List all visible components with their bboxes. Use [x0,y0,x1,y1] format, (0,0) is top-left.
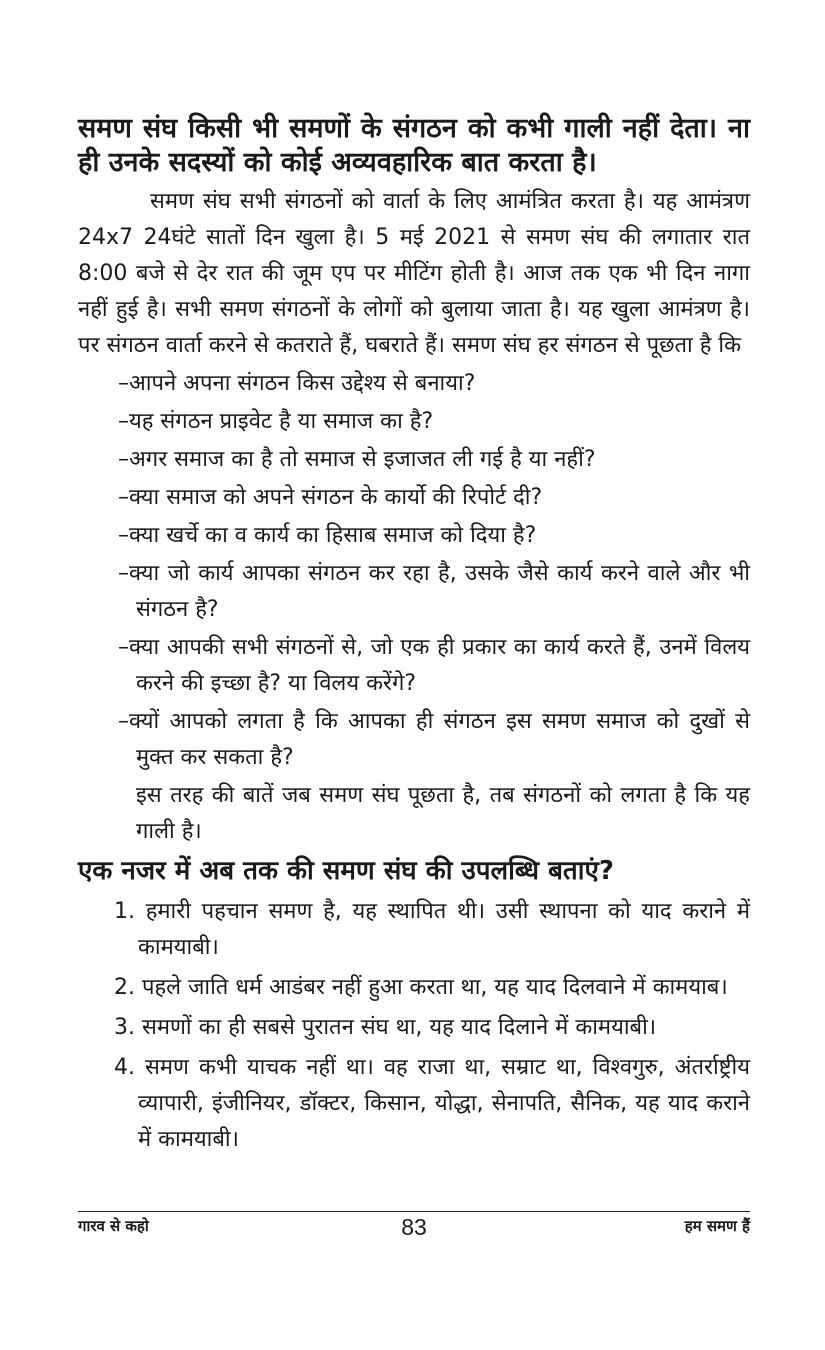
page-footer [78,1214,750,1244]
question-item: –क्या आपकी सभी संगठनों से, जो एक ही प्रकार का कार्य करते हैं, उनमें विलय करने की इच्छा है? या विलय करेंगे? [118,635,750,696]
question-item: –क्या जो कार्य आपका संगठन कर रहा है, उसके जैसे कार्य करने वाले और भी संगठन है? [118,561,750,622]
question-item: –अगर समाज का है तो समाज से इजाजत ली गई है या नहीं? [118,447,596,472]
achievement-item: 1. हमारी पहचान समण है, यह स्थापित थी। उसी स्थापना को याद कराने में कामयाबी। [114,899,750,960]
page-number: 83 [401,1214,427,1240]
question-item: –क्या खर्चे का व कार्य का हिसाब समाज को दिया है? [118,523,537,548]
question-list [78,366,750,776]
achievements-list [78,894,750,1158]
footer-book-title: गारव से कहो [78,1217,149,1235]
intro-paragraph: समण संघ सभी संगठनों को वार्ता के लिए आमंत्रित करता है। यह आमंत्रण 24x7 24घंटे सातों दिन खुला है। 5 मई 2021 से समण संघ की लगातार रात 8:00 बजे से देर रात की जूम एप पर मीटिंग होती है। आज तक एक भी दिन नागा नहीं हुई है। सभी समण संगठनों के लोगों को बुलाया जाता है। यह खुला आमंत्रण है। पर संगठन वार्ता करने से कतराते हैं, घबराते हैं। समण संघ हर संगठन से पूछता है कि [78,189,750,358]
question-item: –आपने अपना संगठन किस उद्देश्य से बनाया? [118,371,476,396]
section-heading: समण संघ किसी भी समणों के संगठन को कभी गाली नहीं देता। ना ही उनके सदस्यों को कोई अव्यवहारिक बात करता है। [78,113,750,178]
page-body [78,112,750,1162]
question-item: –क्या समाज को अपने संगठन के कार्यो की रिपोर्ट दी? [118,485,543,510]
footer-running-title: हम समण हैं [684,1217,750,1235]
achievements-heading: एक नजर में अब तक की समण संघ की उपलब्धि बताएं? [78,856,614,886]
closing-paragraph: इस तरह की बातें जब समण संघ पूछता है, तब संगठनों को लगता है कि यह गाली है। [136,783,750,844]
question-item: –यह संगठन प्राइवेट है या समाज का है? [118,409,434,434]
achievement-item: 3. समणों का ही सबसे पुरातन संघ था, यह याद दिलाने में कामयाबी। [114,1015,657,1040]
achievement-item: 4. समण कभी याचक नहीं था। वह राजा था, सम्राट था, विश्वगुरु, अंतर्राष्ट्रीय व्यापारी, इंजीनियर, डॉक्टर, किसान, योद्धा, सेनापति, सैनिक, यह याद कराने में कामयाबी। [114,1055,750,1152]
footer-divider [78,1211,750,1212]
achievement-item: 2. पहले जाति धर्म आडंबर नहीं हुआ करता था, यह याद दिलवाने में कामयाब। [114,975,728,1000]
question-item: –क्यों आपको लगता है कि आपका ही संगठन इस समण समाज को दुखों से मुक्त कर सकता है? [118,709,750,770]
